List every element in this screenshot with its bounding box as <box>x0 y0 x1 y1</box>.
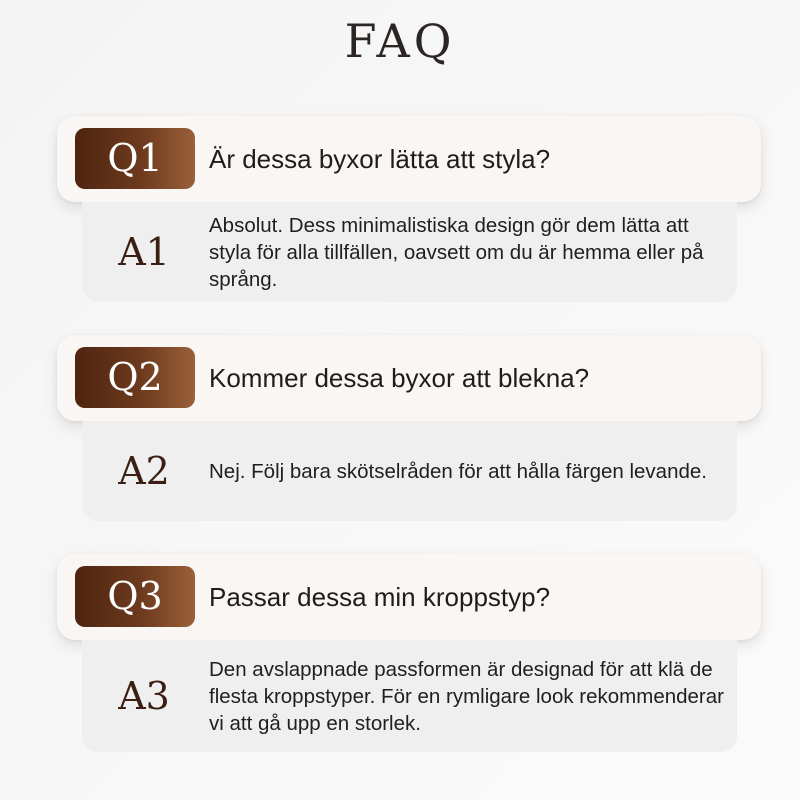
question-text-1: Är dessa byxor lätta att styla? <box>209 144 551 174</box>
answer-text-2: Nej. Följ bara skötselråden för att hålla färgen levande. <box>209 459 707 483</box>
question-text-2: Kommer dessa byxor att blekna? <box>209 363 590 393</box>
page-title: FAQ <box>344 14 456 68</box>
faq-item-3 <box>0 554 800 754</box>
answer-text-1: Absolut. Dess minimalistiska design gör dem lätta att styla för alla tillfällen, oavsett om du är hemma eller på språng. <box>209 213 704 291</box>
faq-item-1 <box>0 116 800 316</box>
question-card-3[interactable] <box>57 554 761 640</box>
question-card-2[interactable] <box>57 335 761 421</box>
question-badge-2: Q2 <box>75 347 195 408</box>
answer-text-3: Den avslappnade passformen är designad för att klä de flesta kroppstyper. För en rymligare look rekommenderar vi att gå upp en storlek. <box>209 657 724 735</box>
question-badge-3: Q3 <box>75 566 195 627</box>
answer-label-3: A3 <box>118 674 170 718</box>
answer-card-3 <box>82 640 737 752</box>
question-badge-1: Q1 <box>75 128 195 189</box>
answer-label-1: A1 <box>118 230 170 274</box>
faq-item-2 <box>0 335 800 535</box>
answer-card-2 <box>82 421 737 521</box>
question-card-1[interactable] <box>57 116 761 202</box>
answer-label-2: A2 <box>118 449 170 493</box>
answer-card-1 <box>82 202 737 302</box>
question-text-3: Passar dessa min kroppstyp? <box>209 582 551 612</box>
